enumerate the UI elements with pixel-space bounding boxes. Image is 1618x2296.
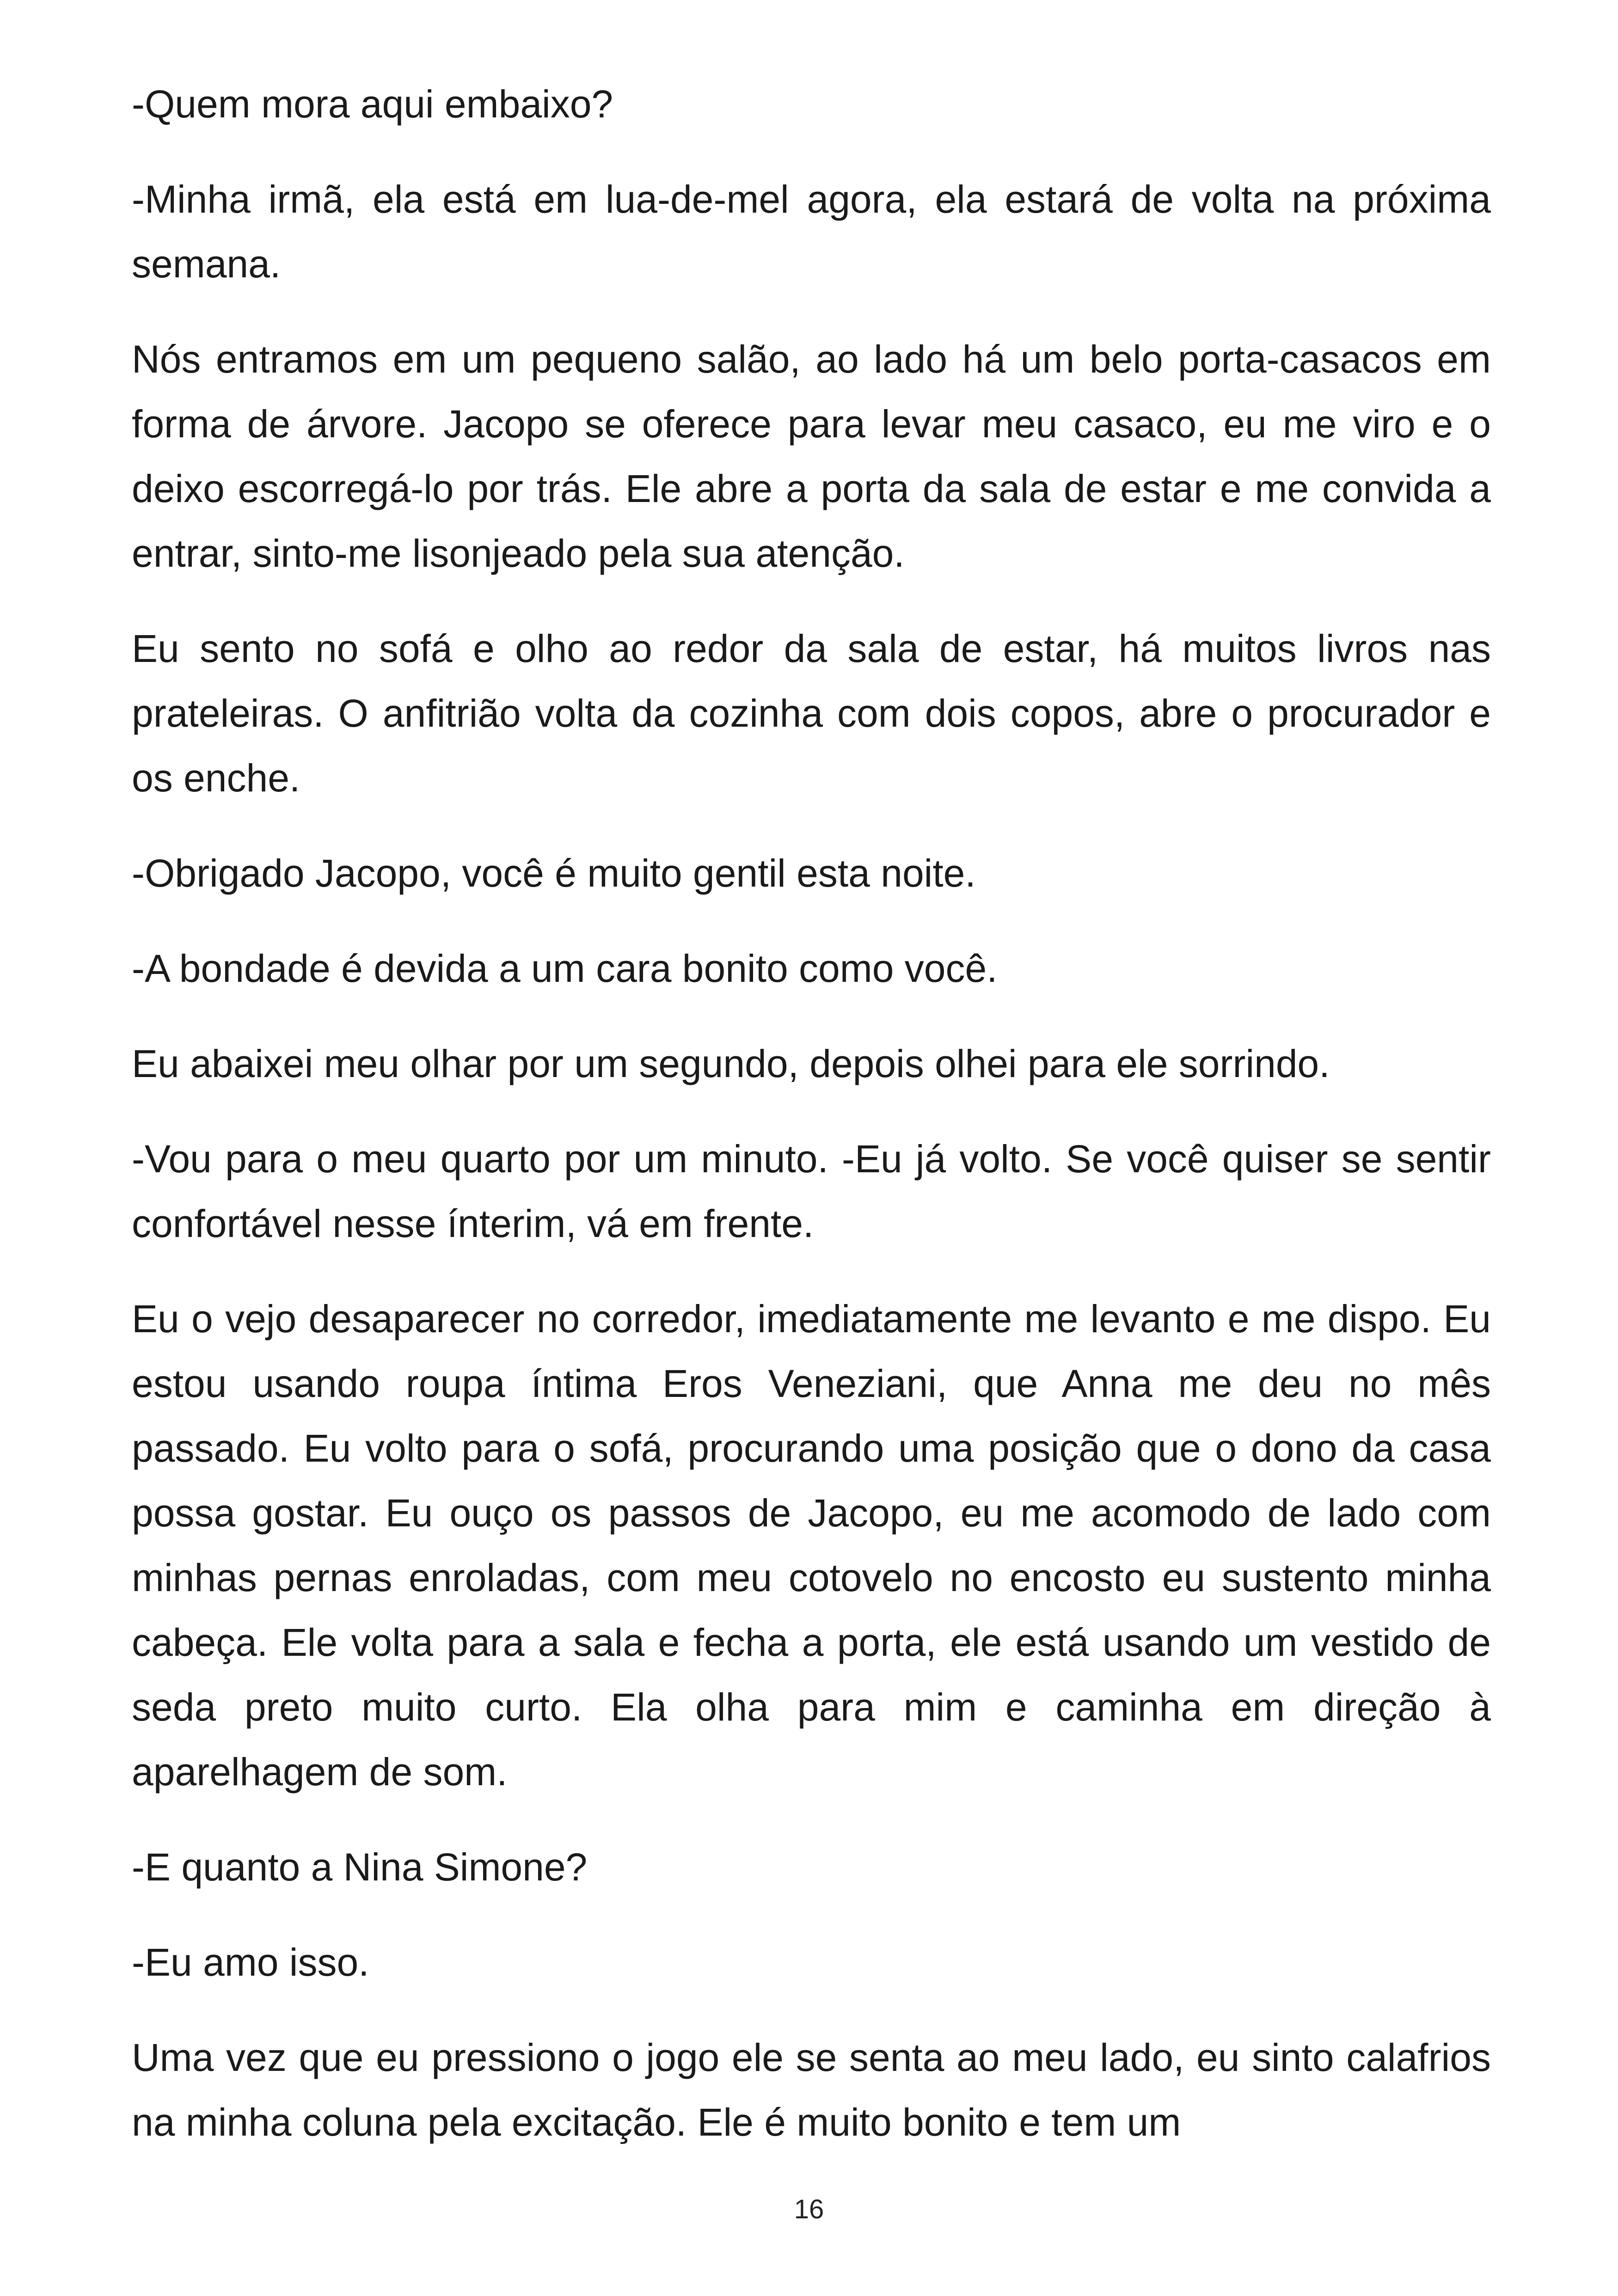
paragraph: -Eu amo isso.: [132, 1941, 369, 1984]
paragraph: Eu sento no sofá e olho ao redor da sala de estar, há muitos livros nas prateleiras. O anfitrião volta da cozinha com dois copos, abre o procurador e os enche.: [132, 627, 1491, 800]
paragraph: -A bondade é devida a um cara bonito como você.: [132, 947, 998, 990]
paragraph: -E quanto a Nina Simone?: [132, 1845, 588, 1889]
paragraph: Nós entramos em um pequeno salão, ao lado há um belo porta-casacos em forma de árvore. Jacopo se oferece para levar meu casaco, eu me viro e o deixo escorregá-lo por trás. Ele abre a porta da sala de estar e me convida a entrar, sinto-me lisonjeado pela sua atenção.: [132, 337, 1491, 575]
page-number: 16: [794, 2194, 824, 2224]
body-text: [132, 72, 1491, 2155]
paragraph: -Quem mora aqui embaixo?: [132, 82, 613, 126]
paragraph: Uma vez que eu pressiono o jogo ele se senta ao meu lado, eu sinto calafrios na minha coluna pela excitação. Ele é muito bonito e tem um: [132, 2036, 1491, 2144]
paragraph: -Obrigado Jacopo, você é muito gentil esta noite.: [132, 851, 976, 895]
paragraph: Eu abaixei meu olhar por um segundo, depois olhei para ele sorrindo.: [132, 1042, 1330, 1085]
paragraph: Eu o vejo desaparecer no corredor, imediatamente me levanto e me dispo. Eu estou usando roupa íntima Eros Veneziani, que Anna me deu no mês passado. Eu volto para o sofá, procurando uma posição que o dono da casa possa gostar. Eu ouço os passos de Jacopo, eu me acomodo de lado com minhas pernas enroladas, com meu cotovelo no encosto eu sustento minha cabeça. Ele volta para a sala e fecha a porta, ele está usando um vestido de seda preto muito curto. Ela olha para mim e caminha em direção à aparelhagem de som.: [132, 1297, 1491, 1794]
paragraph: -Vou para o meu quarto por um minuto. -Eu já volto. Se você quiser se sentir confortável nesse ínterim, vá em frente.: [132, 1137, 1491, 1245]
paragraph: -Minha irmã, ela está em lua-de-mel agora, ela estará de volta na próxima semana.: [132, 178, 1491, 286]
